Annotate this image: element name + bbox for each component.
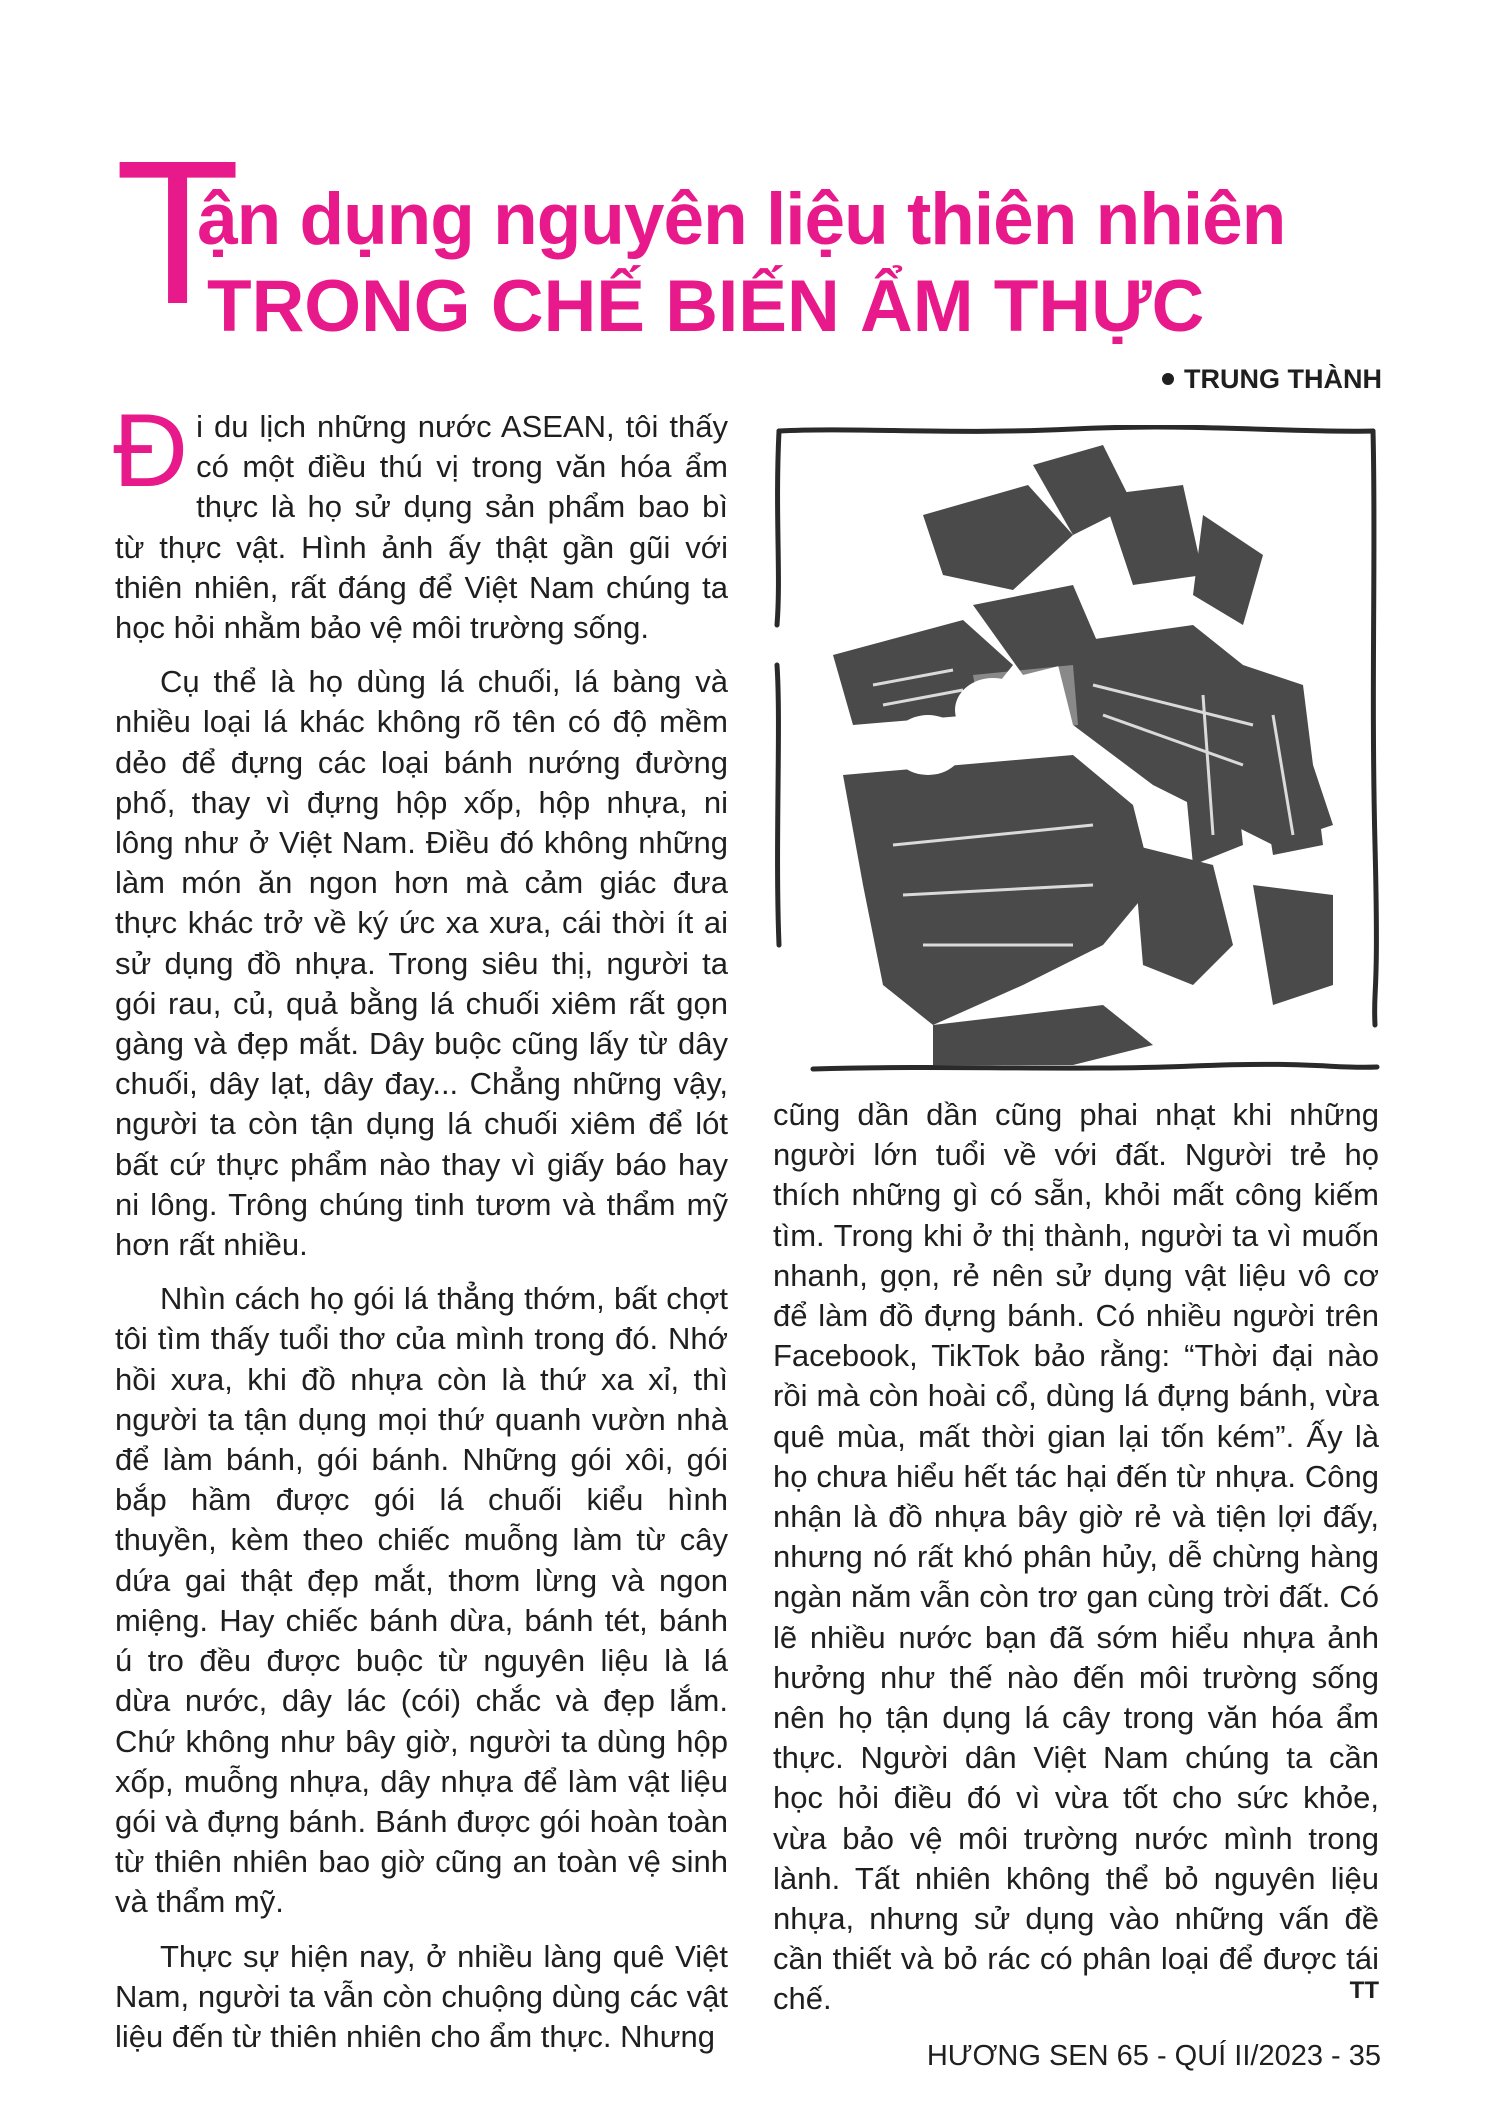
illustration-woodcut xyxy=(773,425,1381,1075)
paragraph-2: Cụ thể là họ dùng lá chuối, lá bàng và nhiều loại lá khác không rõ tên có độ mềm dẻo để đựng các loại bánh nướng đường phố, thay vì đựng hộp xốp, hộp nhựa, ni lông như ở Việt Nam. Điều đó không những làm món ăn ngon hơn mà cảm giác đưa thực khác trở về ký ức xa xưa, cái thời ít ai sử dụng đồ nhựa. Trong siêu thị, người ta gói rau, củ, quả bằng lá chuối xiêm rất gọn gàng và đẹp mắt. Dây buộc cũng lấy từ dây chuối, dây lạt, dây đay... Chẳng những vậy, người ta còn tận dụng lá chuối xiêm để lót bất cứ thực phẩm nào thay vì giấy báo hay ni lông. Trông chúng tinh tươm và thẩm mỹ hơn rất nhiều. xyxy=(115,664,728,1263)
bullet-icon xyxy=(1162,373,1174,385)
paragraph-5: cũng dần dần cũng phai nhạt khi những người lớn tuổi về với đất. Người trẻ họ thích những gì có sẵn, khỏi mất công kiếm tìm. Trong khi ở thị thành, người ta vì muốn nhanh, gọn, rẻ nên sử dụng vật liệu vô cơ để làm đồ đựng bánh. Có nhiều người trên Facebook, TikTok bảo rằng: “Thời đại nào rồi mà còn hoài cổ, dùng lá đựng bánh, vừa quê mùa, mất thời gian lại tốn kém”. Ấy là họ chưa hiểu hết tác hại đến từ nhựa. Công nhận là đồ nhựa bây giờ rẻ và tiện lợi đấy, nhưng nó rất khó phân hủy, dễ chừng hàng ngàn năm vẫn còn trơ gan cùng trời đất. Có lẽ nhiều nước bạn đã sớm hiểu nhựa ảnh hưởng như thế nào đến môi trường sống nên họ tận dụng lá cây trong văn hóa ẩm thực. Người dân Việt Nam chúng ta cần học hỏi điều đó vì vừa tốt cho sức khỏe, vừa bảo vệ môi trường nước mình trong lành. Tất nhiên không thể bỏ nguyên liệu nhựa, nhưng sử dụng vào những vấn đề cần thiết và bỏ rác có phân loại để được tái chế. xyxy=(773,1097,1379,2017)
drop-cap: Đ xyxy=(113,393,189,509)
article-signature: TT xyxy=(1349,1977,1379,2004)
paragraph-4: Thực sự hiện nay, ở nhiều làng quê Việt Nam, người ta vẫn còn chuộng dùng các vật liệu đến từ thiên nhiên cho ẩm thực. Nhưng xyxy=(115,1938,728,2054)
byline xyxy=(1162,364,1382,395)
paragraph-1-text: i du lịch những nước ASEAN, tôi thấy có một điều thú vị trong văn hóa ẩm thực là họ sử dụng sản phẩm bao bì từ thực vật. Hình ảnh ấy thật gần gũi với thiên nhiên, rất đáng để Việt Nam chúng ta học hỏi nhằm bảo vệ môi trường sống. xyxy=(115,409,728,646)
paragraph-3: Nhìn cách họ gói lá thẳng thớm, bất chợt tôi tìm thấy tuổi thơ của mình trong đó. Nhớ hồi xưa, khi đồ nhựa còn là thứ xa xỉ, thì người ta tận dụng mọi thứ quanh vườn nhà để làm bánh, gói bánh. Những gói xôi, gói bắp hầm được gói lá chuối kiểu hình thuyền, kèm theo chiếc muỗng làm từ cây dứa gai thật đẹp mắt, thơm lừng và ngon miệng. Hay chiếc bánh dừa, bánh tét, bánh ú tro đều được buộc từ nguyên liệu là lá dừa nước, dây lác (cói) chắc và đẹp lắm. Chứ không như bây giờ, người ta dùng hộp xốp, muỗng nhựa, dây nhựa để làm vật liệu gói và đựng bánh. Bánh được gói hoàn toàn từ thiên nhiên bao giờ cũng an toàn vệ sinh và thẩm mỹ. xyxy=(115,1281,728,1920)
article-title-line1: ận dụng nguyên liệu thiên nhiên xyxy=(197,179,1286,260)
author-name: TRUNG THÀNH xyxy=(1184,364,1382,394)
article-title-line2: TRONG CHẾ BIẾN ẨM THỰC xyxy=(207,266,1205,347)
left-column xyxy=(113,393,728,2057)
title-initial: T xyxy=(115,118,241,347)
paragraph-1 xyxy=(113,393,728,648)
right-column xyxy=(773,1095,1379,2020)
page-footer: HƯƠNG SEN 65 - QUÍ II/2023 - 35 xyxy=(926,2040,1381,2072)
